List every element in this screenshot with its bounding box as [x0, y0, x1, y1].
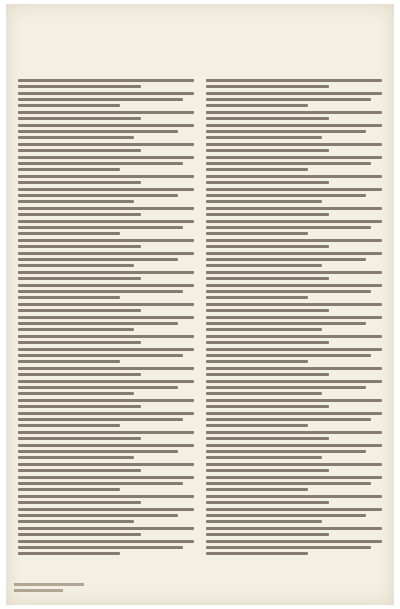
text-line	[18, 431, 194, 434]
text-line	[206, 540, 382, 543]
text-line	[206, 309, 329, 312]
text-line	[206, 130, 366, 133]
text-line	[206, 488, 308, 491]
text-line	[206, 354, 371, 357]
text-line	[206, 501, 329, 504]
text-line	[18, 527, 194, 530]
text-line	[206, 245, 329, 248]
text-line	[18, 482, 183, 485]
entry-block	[206, 380, 382, 395]
text-line	[206, 200, 322, 203]
text-line	[206, 143, 382, 146]
entry-block	[18, 156, 194, 171]
text-line	[206, 149, 329, 152]
text-line	[206, 328, 322, 331]
library-stamp-line	[14, 589, 63, 592]
text-line	[18, 124, 194, 127]
text-line	[18, 316, 194, 319]
entry-block	[206, 463, 382, 472]
text-line	[206, 271, 382, 274]
entry-block	[18, 495, 194, 504]
entry-block	[18, 412, 194, 427]
text-line	[206, 136, 322, 139]
left-column	[18, 60, 194, 580]
text-line	[206, 258, 366, 261]
text-line	[206, 296, 308, 299]
text-line	[18, 444, 194, 447]
text-line	[18, 341, 141, 344]
entry-block	[206, 124, 382, 139]
entry-block	[18, 239, 194, 248]
entry-block	[18, 220, 194, 235]
text-line	[18, 399, 194, 402]
text-line	[206, 418, 371, 421]
entry-block	[18, 527, 194, 536]
text-line	[206, 98, 371, 101]
text-line	[18, 412, 194, 415]
text-line	[18, 213, 141, 216]
text-line	[206, 527, 382, 530]
entry-block	[206, 476, 382, 491]
text-line	[206, 469, 329, 472]
entry-block	[18, 303, 194, 312]
entry-block	[206, 252, 382, 267]
text-line	[206, 194, 366, 197]
entry-block	[206, 367, 382, 376]
text-line	[18, 188, 194, 191]
entry-block	[206, 143, 382, 152]
entry-block	[206, 220, 382, 235]
text-line	[18, 252, 194, 255]
entry-block	[206, 92, 382, 107]
entry-block	[206, 431, 382, 440]
text-line	[18, 520, 134, 523]
text-line	[18, 200, 134, 203]
text-line	[18, 392, 134, 395]
entry-block	[18, 207, 194, 216]
right-section-heading	[206, 64, 382, 76]
text-line	[206, 405, 329, 408]
text-line	[206, 373, 329, 376]
right-column	[206, 60, 382, 580]
text-line	[206, 124, 382, 127]
text-line	[206, 303, 382, 306]
text-line	[18, 367, 194, 370]
text-line	[206, 508, 382, 511]
text-line	[18, 258, 178, 261]
text-line	[18, 322, 178, 325]
text-line	[206, 380, 382, 383]
text-line	[18, 296, 120, 299]
text-line	[18, 328, 134, 331]
entry-block	[206, 444, 382, 459]
text-line	[18, 232, 120, 235]
entry-block	[206, 271, 382, 280]
text-line	[18, 98, 183, 101]
entry-block	[18, 399, 194, 408]
text-line	[18, 111, 194, 114]
text-line	[206, 456, 322, 459]
text-line	[206, 284, 382, 287]
text-line	[206, 207, 382, 210]
left-section-heading	[18, 64, 194, 76]
text-line	[18, 418, 183, 421]
text-line	[18, 79, 194, 82]
text-line	[206, 431, 382, 434]
text-line	[18, 533, 141, 536]
entry-block	[206, 111, 382, 120]
text-line	[206, 239, 382, 242]
text-line	[206, 104, 308, 107]
entry-block	[18, 79, 194, 88]
text-line	[18, 469, 141, 472]
entry-block	[18, 111, 194, 120]
entry-block	[18, 335, 194, 344]
text-line	[18, 488, 120, 491]
scanned-page	[6, 4, 394, 605]
text-line	[18, 303, 194, 306]
text-line	[206, 476, 382, 479]
text-line	[18, 264, 134, 267]
entry-block	[18, 444, 194, 459]
text-line	[206, 117, 329, 120]
text-line	[206, 386, 366, 389]
text-line	[206, 533, 329, 536]
text-line	[18, 136, 134, 139]
text-line	[18, 226, 183, 229]
entry-block	[18, 476, 194, 491]
entry-block	[206, 239, 382, 248]
text-line	[18, 207, 194, 210]
entry-block	[206, 335, 382, 344]
text-line	[18, 386, 178, 389]
text-line	[18, 501, 141, 504]
entry-block	[18, 175, 194, 184]
text-line	[18, 360, 120, 363]
text-line	[18, 354, 183, 357]
text-line	[18, 476, 194, 479]
text-line	[18, 156, 194, 159]
text-line	[18, 514, 178, 517]
text-line	[18, 552, 120, 555]
text-line	[206, 322, 366, 325]
text-line	[18, 162, 183, 165]
text-line	[206, 437, 329, 440]
text-line	[206, 348, 382, 351]
text-line	[206, 520, 322, 523]
text-line	[18, 405, 141, 408]
entry-block	[206, 303, 382, 312]
library-stamp	[14, 583, 84, 599]
text-line	[206, 213, 329, 216]
text-line	[206, 444, 382, 447]
text-line	[206, 399, 382, 402]
text-line	[206, 264, 322, 267]
entry-block	[18, 540, 194, 555]
text-line	[206, 175, 382, 178]
text-line	[206, 412, 382, 415]
page-number	[192, 26, 232, 40]
text-line	[206, 85, 329, 88]
text-line	[18, 284, 194, 287]
text-line	[206, 482, 371, 485]
text-line	[18, 437, 141, 440]
text-line	[206, 111, 382, 114]
text-line	[206, 252, 382, 255]
text-line	[206, 367, 382, 370]
entry-block	[206, 508, 382, 523]
right-entries	[206, 79, 382, 555]
text-line	[206, 514, 366, 517]
text-line	[18, 335, 194, 338]
text-line	[206, 552, 308, 555]
entry-block	[18, 284, 194, 299]
entry-block	[206, 316, 382, 331]
entry-block	[18, 92, 194, 107]
entry-block	[206, 399, 382, 408]
text-line	[206, 392, 322, 395]
text-line	[206, 450, 366, 453]
text-line	[206, 290, 371, 293]
text-line	[18, 149, 141, 152]
text-line	[206, 463, 382, 466]
entry-block	[18, 143, 194, 152]
entry-block	[18, 316, 194, 331]
text-line	[18, 508, 194, 511]
text-line	[18, 168, 120, 171]
entry-block	[206, 188, 382, 203]
text-line	[206, 220, 382, 223]
text-line	[18, 540, 194, 543]
entry-block	[18, 431, 194, 440]
entry-block	[18, 348, 194, 363]
entry-block	[18, 271, 194, 280]
text-line	[18, 143, 194, 146]
text-line	[206, 316, 382, 319]
entry-block	[206, 156, 382, 171]
entry-block	[206, 79, 382, 88]
entry-block	[18, 252, 194, 267]
text-line	[18, 290, 183, 293]
entry-block	[206, 495, 382, 504]
text-line	[206, 546, 371, 549]
entry-block	[206, 175, 382, 184]
text-line	[206, 360, 308, 363]
text-line	[18, 450, 178, 453]
text-line	[206, 181, 329, 184]
text-line	[206, 277, 329, 280]
text-line	[206, 226, 371, 229]
entry-block	[18, 380, 194, 395]
entry-block	[18, 188, 194, 203]
text-line	[206, 162, 371, 165]
text-line	[18, 239, 194, 242]
text-line	[206, 232, 308, 235]
text-line	[18, 245, 141, 248]
text-line	[18, 271, 194, 274]
entry-block	[206, 540, 382, 555]
left-entries	[18, 79, 194, 555]
entry-block	[206, 527, 382, 536]
text-line	[18, 85, 141, 88]
entry-block	[18, 463, 194, 472]
text-line	[18, 117, 141, 120]
text-line	[206, 188, 382, 191]
entry-block	[206, 207, 382, 216]
library-stamp-line	[14, 583, 84, 586]
text-line	[18, 130, 178, 133]
text-line	[206, 424, 308, 427]
text-line	[206, 495, 382, 498]
text-line	[18, 424, 120, 427]
text-line	[18, 220, 194, 223]
text-line	[206, 79, 382, 82]
entry-block	[206, 412, 382, 427]
text-line	[18, 181, 141, 184]
text-line	[18, 175, 194, 178]
text-line	[18, 380, 194, 383]
entry-block	[206, 284, 382, 299]
text-line	[206, 335, 382, 338]
text-line	[206, 156, 382, 159]
text-line	[18, 277, 141, 280]
entry-block	[18, 508, 194, 523]
text-line	[18, 495, 194, 498]
text-line	[206, 168, 308, 171]
text-line	[18, 348, 194, 351]
entry-block	[206, 348, 382, 363]
text-line	[206, 341, 329, 344]
entry-block	[18, 367, 194, 376]
text-line	[18, 309, 141, 312]
text-line	[18, 456, 134, 459]
text-line	[18, 373, 141, 376]
text-line	[18, 194, 178, 197]
text-line	[18, 463, 194, 466]
text-line	[18, 92, 194, 95]
entry-block	[18, 124, 194, 139]
text-line	[18, 546, 183, 549]
text-line	[18, 104, 120, 107]
text-line	[206, 92, 382, 95]
